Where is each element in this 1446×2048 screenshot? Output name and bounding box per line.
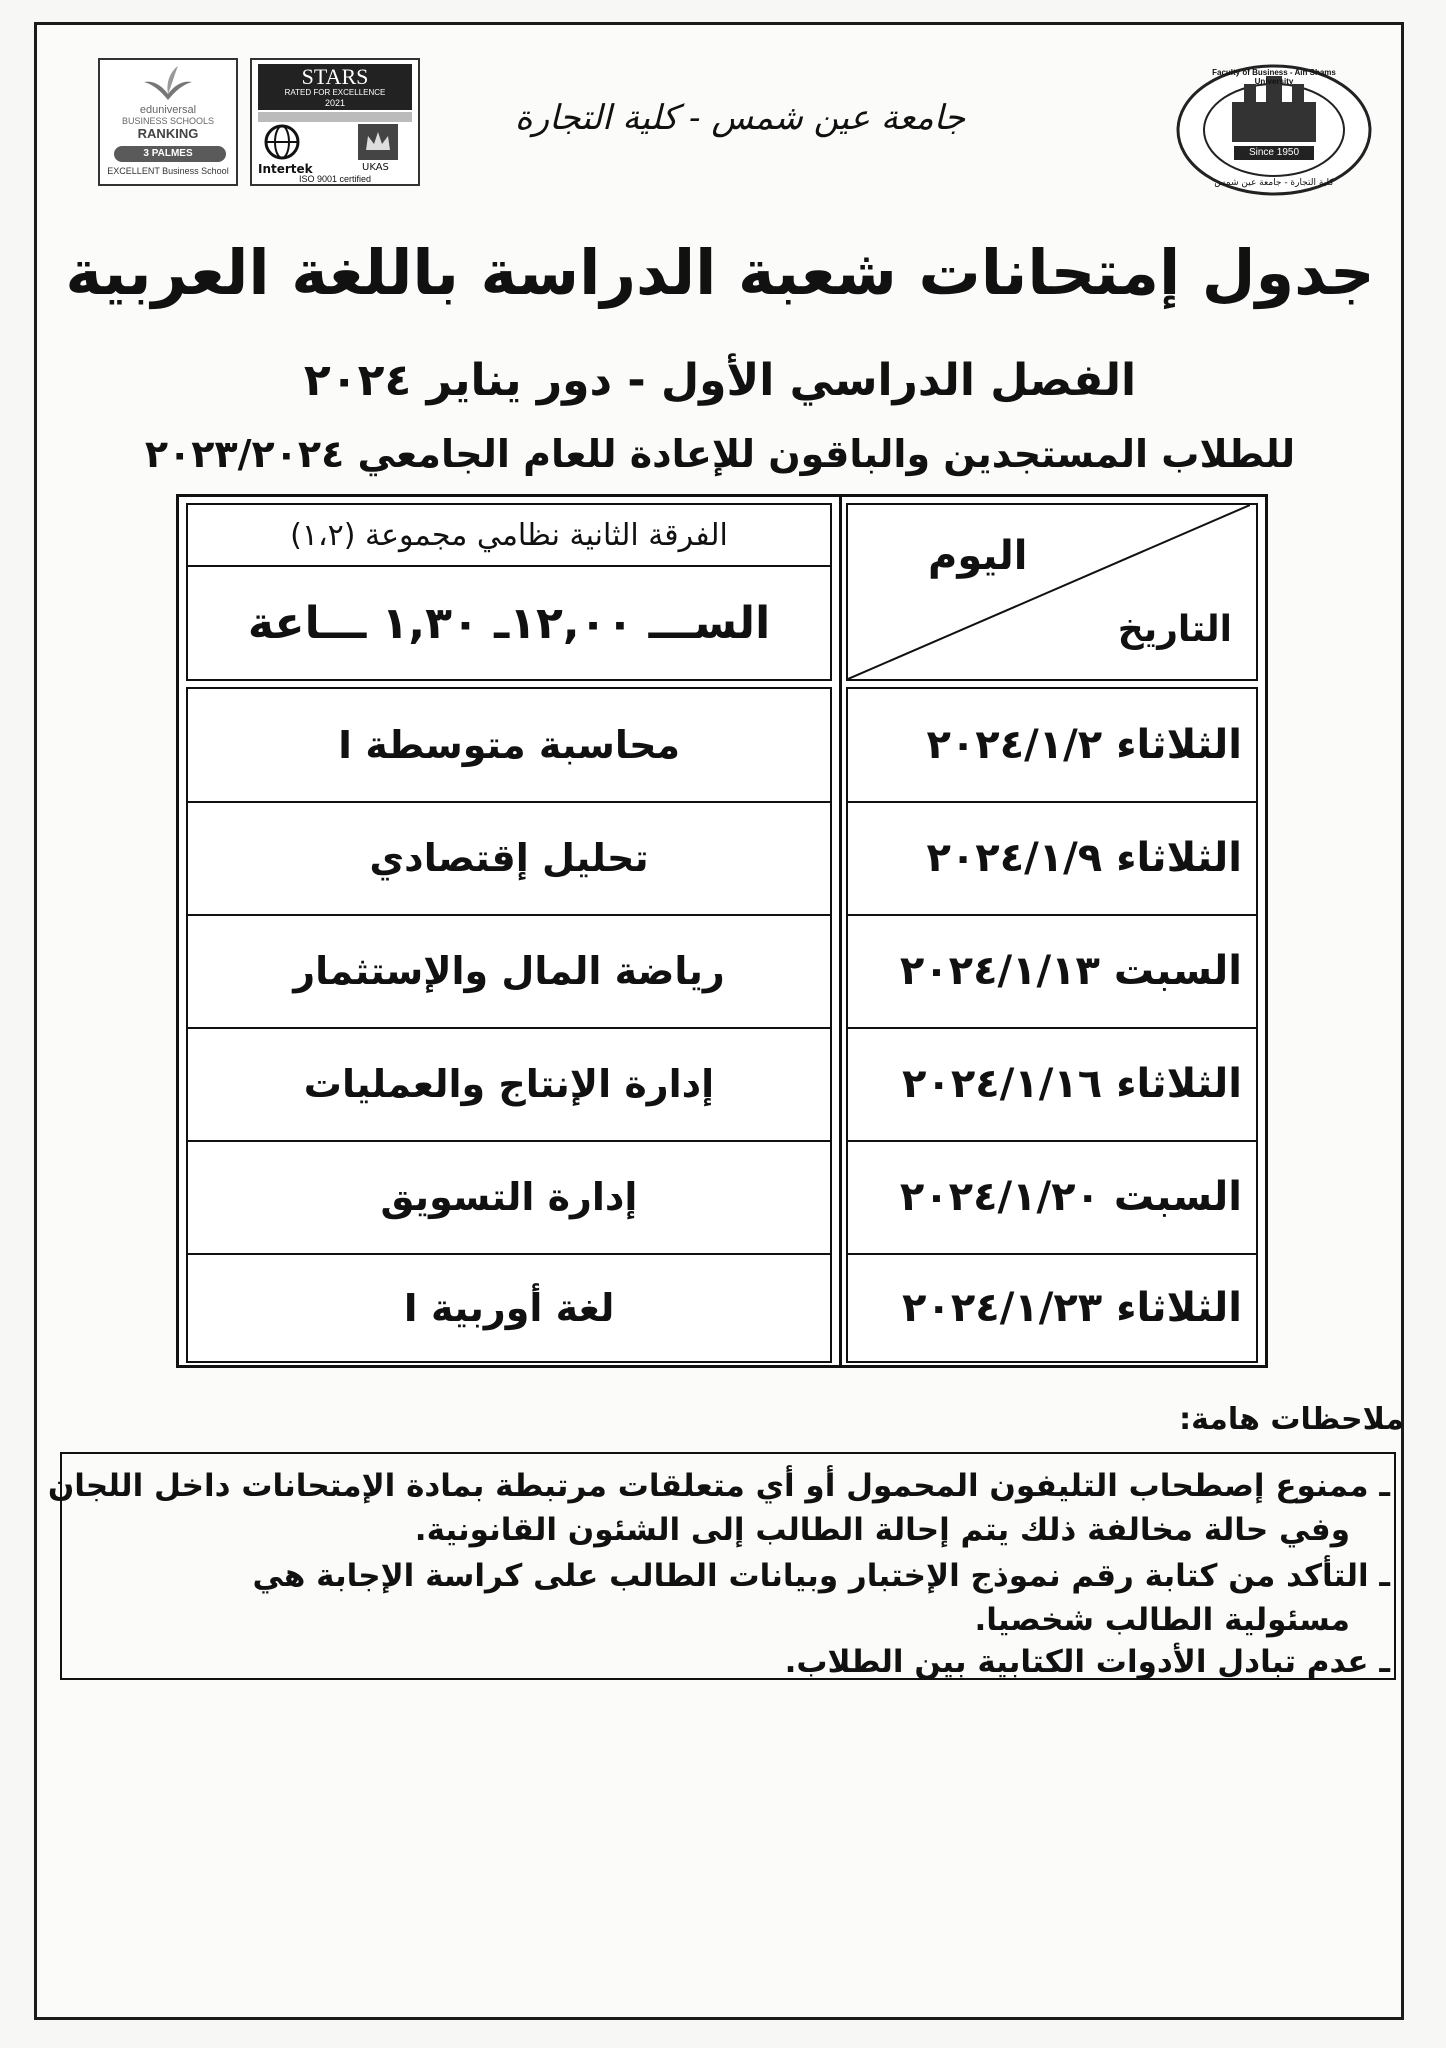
notes-box <box>47 1452 1396 1680</box>
page-subtitle-2: للطلاب المستجدين والباقون للإعادة للعام الجامعي ٢٠٢٣/٢٠٢٤ <box>144 432 1296 476</box>
subject-cell: رياضة المال والإستثمار <box>293 949 725 993</box>
date-cell: الثلاثاء ٢٠٢٤/١/١٦ <box>902 1061 1242 1107</box>
day-header-box <box>846 503 1258 681</box>
edu-mid-text: BUSINESS SCHOOLS <box>121 116 215 126</box>
day-column <box>842 494 1268 1368</box>
faculty-top-text: Faculty of Business - Ain Shams University <box>1212 68 1336 86</box>
subject-cell: تحليل إقتصادي <box>369 836 649 880</box>
subject-cell: لغة أوربية I <box>403 1285 615 1330</box>
time-label: الســـ ١٢,٠٠ـ ١,٣٠ ـــاعة <box>247 597 771 649</box>
date-cell: السبت ٢٠٢٤/١/٢٠ <box>899 1174 1242 1220</box>
subject-cell: إدارة التسويق <box>380 1175 638 1219</box>
page-subtitle: الفصل الدراسي الأول - دور يناير ٢٠٢٤ <box>303 355 1137 406</box>
date-cell: السبت ٢٠٢٤/١/١٣ <box>899 948 1242 994</box>
note-line: ـ ممنوع إصطحاب التليفون المحمول أو أي متعلقات مرتبطة بمادة الإمتحانات داخل اللجان <box>47 1468 1390 1504</box>
group-label: الفرقة الثانية نظامي مجموعة (١،٢) <box>290 517 728 553</box>
note-line: ـ عدم تبادل الأدوات الكتابية بين الطلاب. <box>784 1644 1390 1680</box>
faculty-logo <box>1174 62 1374 197</box>
subject-header-box <box>186 503 832 681</box>
intertek-text: Intertek <box>258 162 313 176</box>
diagonal-divider <box>848 505 1250 679</box>
date-cell: الثلاثاء ٢٠٢٤/١/٢ <box>926 722 1242 768</box>
page-title: جدول إمتحانات شعبة الدراسة باللغة العربية <box>65 236 1375 309</box>
note-line: ـ التأكد من كتابة رقم نموذج الإختبار وبيانات الطالب على كراسة الإجابة هي <box>252 1558 1390 1594</box>
date-cell: الثلاثاء ٢٠٢٤/١/٩ <box>926 835 1242 881</box>
subject-cell: محاسبة متوسطة I <box>338 723 681 767</box>
globe-icon <box>262 122 302 162</box>
note-line: وفي حالة مخالفة ذلك يتم إحالة الطالب إلى الشئون القانونية. <box>414 1512 1350 1548</box>
eduniversal-logo <box>98 58 238 186</box>
subject-column <box>176 494 842 1368</box>
accreditation-logos <box>98 58 424 188</box>
subject-rows-box <box>186 687 832 1363</box>
stars-sub: RATED FOR EXCELLENCE <box>284 88 386 97</box>
edu-bottom-text: EXCELLENT Business School <box>107 166 229 176</box>
faculty-since: Since 1950 <box>1248 147 1300 158</box>
date-cell: الثلاثاء ٢٠٢٤/١/٢٣ <box>902 1284 1242 1331</box>
stars-logo <box>250 58 420 186</box>
edu-palmes-text: 3 PALMES <box>143 148 193 159</box>
notes-label: ملاحظات هامة: <box>1179 1402 1404 1437</box>
stars-title: STARS <box>301 64 369 89</box>
subject-cell: إدارة الإنتاج والعمليات <box>303 1062 715 1106</box>
university-name: جامعة عين شمس - كلية التجارة <box>514 98 966 138</box>
edu-top-text: eduniversal <box>139 104 197 116</box>
day-rows-box <box>846 687 1258 1363</box>
header-date: التاريخ <box>1117 609 1232 650</box>
note-line: مسئولية الطالب شخصيا. <box>974 1602 1350 1638</box>
exam-table <box>176 494 1268 1368</box>
faculty-bottom-text: كلية التجارة - جامعة عين شمس <box>1214 178 1334 188</box>
crown-icon <box>356 122 400 162</box>
palm-icon <box>100 64 236 104</box>
iso-text: ISO 9001 certified <box>298 174 372 184</box>
ukas-text: UKAS <box>362 162 389 173</box>
edu-rank-text: RANKING <box>137 126 199 141</box>
stars-year: 2021 <box>324 98 346 108</box>
header-day: اليوم <box>928 533 1028 579</box>
